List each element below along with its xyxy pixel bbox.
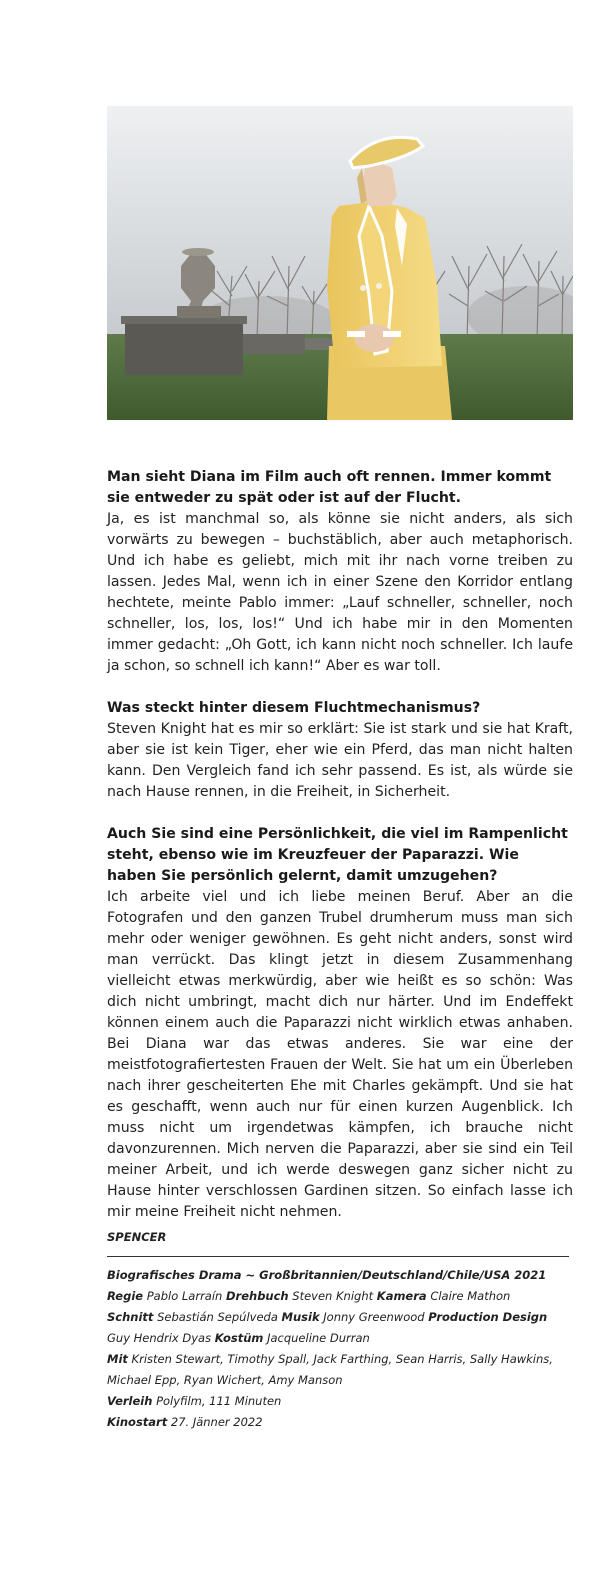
film-still-photo	[107, 106, 573, 420]
interview-question: Was steckt hinter diesem Fluchtmechanismus?	[107, 700, 481, 716]
film-credits	[107, 1227, 573, 1433]
genre-text: Biografisches Drama ~ Großbritannien/Deutschland/Chile/USA 2021	[107, 1268, 547, 1282]
kinostart-value: 27. Jänner 2022	[170, 1415, 263, 1429]
interview-answer: Ja, es ist manchmal so, als könne sie nicht anders, als sich vorwärts zu bewegen – buchstäblich, aber auch metaphorisch. Und ich habe es geliebt, mich mit ihr nach vorne treiben zu lassen. Jedes Mal, wenn ich in einer Szene den Korridor entlang hechtete, meinte Pablo immer: „Lauf schneller, schneller, noch schneller, los, los, los!“ Und ich habe mir in den Momenten immer gedacht: „Oh Gott, ich kann nicht noch schneller. Ich laufe ja schon, so schnell ich kann!“ Aber es war toll.	[107, 511, 573, 674]
regie-label: Regie	[107, 1289, 144, 1303]
musik-label: Musik	[281, 1310, 320, 1324]
regie-value: Pablo Larraín	[146, 1289, 223, 1303]
credits-verleih	[107, 1391, 573, 1412]
design-label: Production Design	[428, 1310, 548, 1324]
mit-label: Mit	[107, 1352, 128, 1366]
schnitt-label: Schnitt	[107, 1310, 154, 1324]
interview-block-2	[107, 698, 573, 803]
design-value: Guy Hendrix Dyas	[107, 1331, 212, 1345]
musik-value: Jonny Greenwood	[323, 1310, 425, 1324]
kostuem-label: Kostüm	[214, 1331, 264, 1345]
credits-cast	[107, 1349, 573, 1391]
credits-crew-1	[107, 1286, 573, 1307]
credits-kinostart	[107, 1412, 573, 1433]
credits-divider	[107, 1256, 569, 1257]
photo-diana-yellow-suit-icon	[107, 106, 573, 420]
interview-answer: Ich arbeite viel und ich liebe meinen Beruf. Aber an die Fotografen und den ganzen Trubel drumherum muss man sich mehr oder weniger gewöhnen. Es geht nicht anders, sonst wird man verrückt. Das klingt jetzt in diesem Zusammenhang vielleicht etwas merkwürdig, aber wie heißt es so schön: Was dich nicht umbringt, macht dich nur härter. Und im Endeffekt können einem auch die Paparazzi nicht wirklich etwas anhaben. Bei Diana war das etwas anderes. Sie war eine der meistfotografiertesten Frauen der Welt. Sie hat um ein Überleben nach ihrer gescheiterten Ehe mit Charles gekämpft. Und sie hat es geschafft, wenn auch nur für einen kurzen Augenblick. Ich muss nicht um irgendetwas kämpfen, ich brauche nicht davonzurennen. Mich nerven die Paparazzi, aber sie sind ein Teil meiner Arbeit, und ich werde deswegen ganz sicher nicht zu Hause hinter verschlossen Gardinen sitzen. So einfach lasse ich mir meine Freiheit nicht nehmen.	[107, 889, 573, 1220]
interview-article	[107, 467, 573, 1244]
drehbuch-label: Drehbuch	[225, 1289, 289, 1303]
credits-genre	[107, 1265, 573, 1286]
schnitt-value: Sebastián Sepúlveda	[157, 1310, 278, 1324]
interview-block-1	[107, 467, 573, 677]
verleih-value: Polyfilm, 111 Minuten	[156, 1394, 282, 1408]
interview-question: Auch Sie sind eine Persönlichkeit, die viel im Rampenlicht steht, ebenso wie im Kreuzfeuer der Paparazzi. Wie haben Sie persönlich gelernt, damit umzugehen?	[107, 826, 568, 884]
credits-crew-2	[107, 1307, 573, 1349]
kostuem-value: Jacqueline Durran	[267, 1331, 370, 1345]
verleih-label: Verleih	[107, 1394, 153, 1408]
interview-question: Man sieht Diana im Film auch oft rennen. Immer kommt sie entweder zu spät oder ist auf der Flucht.	[107, 469, 552, 506]
kamera-label: Kamera	[376, 1289, 427, 1303]
interview-block-3	[107, 824, 573, 1223]
interview-answer: Steven Knight hat es mir so erklärt: Sie ist stark und sie hat Kraft, aber sie ist kein Tiger, eher wie ein Pferd, das man nicht halten kann. Den Vergleich fand ich sehr passend. Es ist, als würde sie nach Hause rennen, in die Freiheit, in Sicherheit.	[107, 721, 573, 800]
drehbuch-value: Steven Knight	[292, 1289, 374, 1303]
kinostart-label: Kinostart	[107, 1415, 168, 1429]
mit-value: Kristen Stewart, Timothy Spall, Jack Farthing, Sean Harris, Sally Hawkins, Michael Epp, Ryan Wichert, Amy Manson	[107, 1352, 553, 1387]
kamera-value: Claire Mathon	[430, 1289, 511, 1303]
film-title: SPENCER	[107, 1230, 167, 1244]
